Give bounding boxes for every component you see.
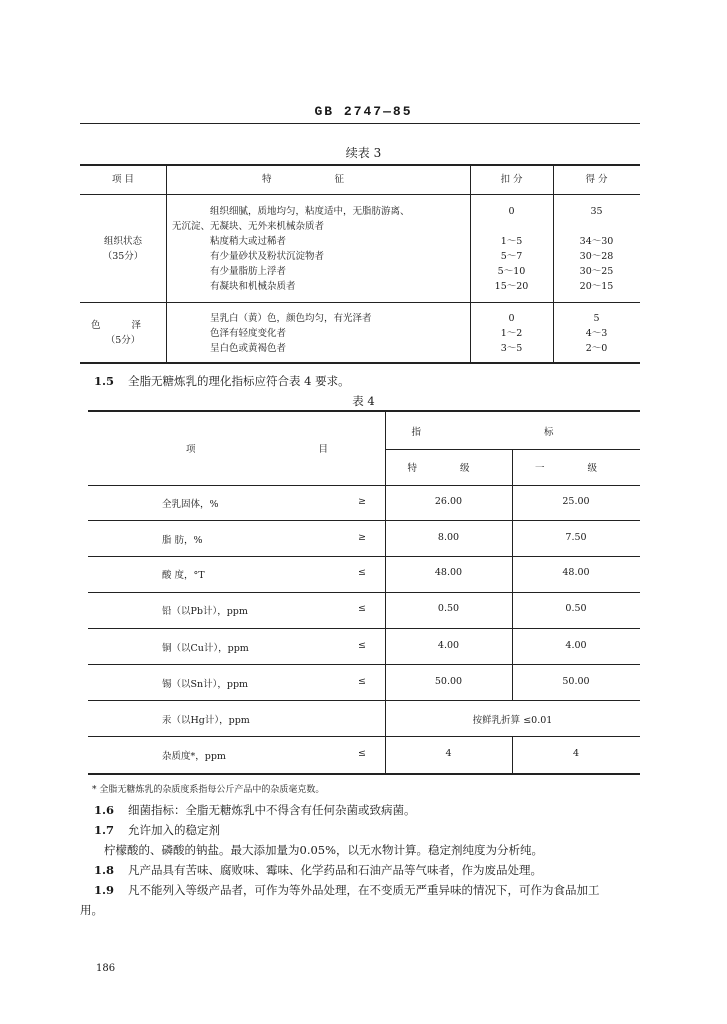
t3-head-item: 项 目 [111, 174, 135, 185]
table3-caption: 续表 3 [345, 146, 382, 160]
standard-header: GB 2747—85 [314, 104, 413, 119]
t4-head-index: 指 标 [411, 427, 614, 438]
t3-row: 呈乳白（黄）色，颜色均匀，有光泽者 [210, 313, 372, 324]
page-number: 186 [96, 963, 116, 974]
t4-head-grade1: 特 级 [407, 463, 490, 474]
t3-head-deduct: 扣 分 [500, 174, 523, 185]
t4-head-grade2: 一 级 [534, 463, 618, 474]
t3-row: 有少量脂肪上浮者 [210, 266, 287, 277]
t3-row: 有少量砂状及粉状沉淀物者 [210, 251, 325, 262]
para-1-7-body: 柠檬酸的、磷酸的钠盐。最大添加量为0.05%，以无水物计算。稳定剂纯度为分析纯。 [104, 843, 544, 857]
t3-group-texture: 组织状态 （35分） [102, 236, 144, 262]
para-1-7: 1.7 允许加入的稳定剂 [94, 823, 221, 837]
t3-row: 粘度稍大或过稀者 [210, 236, 287, 247]
para-1-8: 1.8 凡产品具有苦味、腐败味、霉味、化学药品和石油产品等气味者，作为废品处理。 [94, 863, 543, 877]
t3-row: 组织细腻，质地均匀，粘度适中，无脂肪游离、 [210, 206, 410, 217]
para-1-5: 1.5 全脂无糖炼乳的理化指标应符合表 4 要求。 [94, 374, 350, 388]
t3-row: 色泽有轻度变化者 [210, 328, 287, 339]
para-1-6: 1.6 细菌指标：全脂无糖炼乳中不得含有任何杂菌或致病菌。 [94, 803, 416, 817]
para-1-9: 1.9 凡不能列入等级产品者，可作为等外品处理，在不变质无严重异味的情况下，可作为食品加工 [94, 883, 600, 897]
t4-head-item: 项 目 [186, 444, 389, 455]
para-1-9-cont: 用。 [80, 903, 103, 917]
table4-footnote: * 全脂无糖炼乳的杂质度系指每公斤产品中的杂质毫克数。 [92, 785, 325, 795]
table4-caption: 表 4 [352, 394, 375, 408]
t3-head-score: 得 分 [585, 174, 608, 185]
t3-group-color: 色 泽 （5分） [90, 320, 156, 346]
t3-row: 呈白色或黄褐色者 [210, 343, 287, 354]
t3-row: 有凝块和机械杂质者 [210, 281, 296, 292]
t3-head-feature: 特 征 [261, 174, 375, 185]
t3-row: 无沉淀、无凝块、无外来机械杂质者 [172, 221, 325, 232]
header-rule [80, 123, 640, 124]
